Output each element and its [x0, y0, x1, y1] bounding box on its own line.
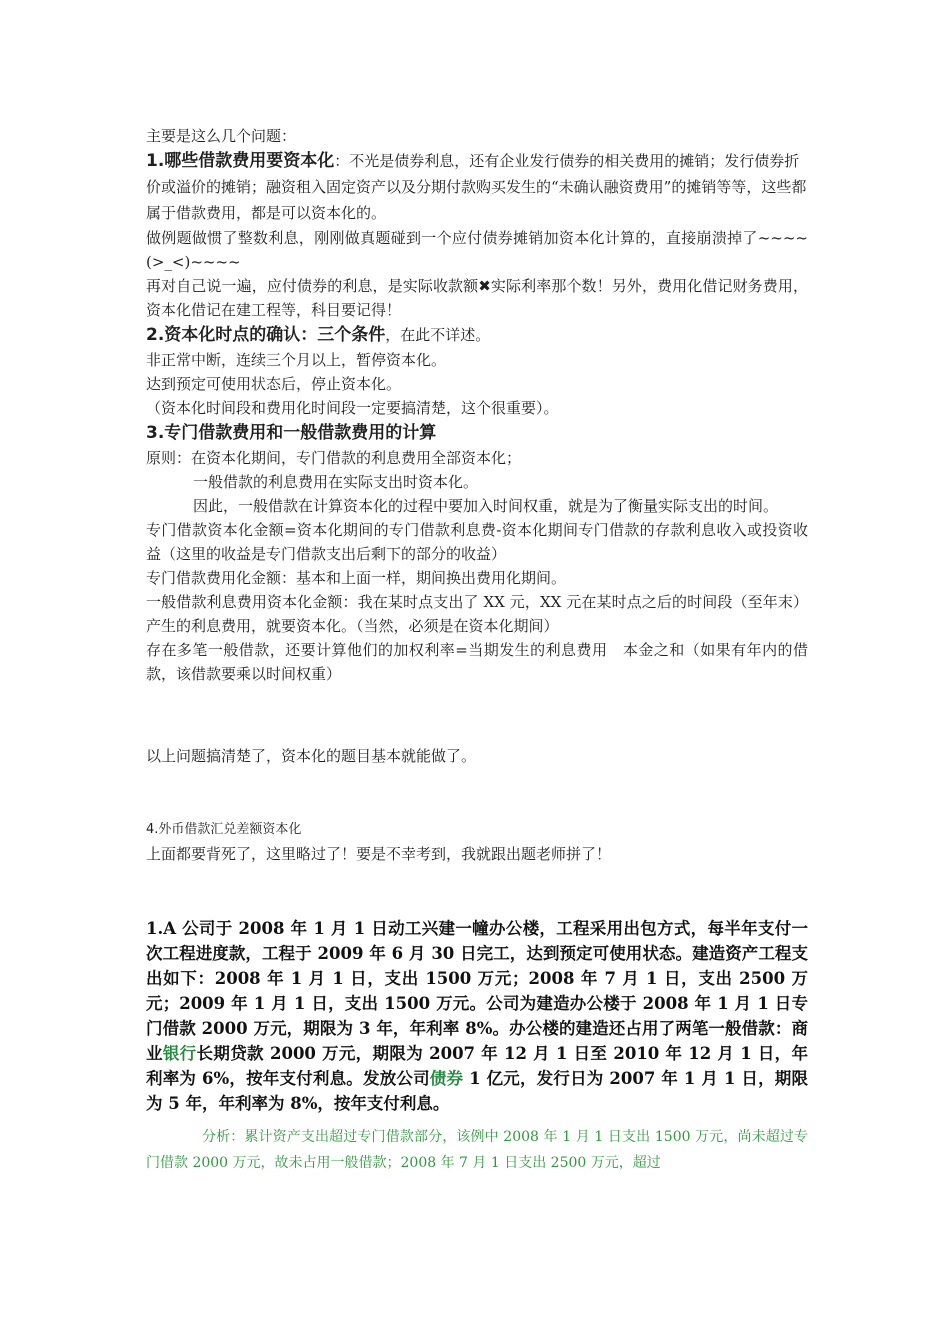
question-2 [146, 322, 808, 348]
remind-note: 再对自己说一遍，应付债券的利息，是实际收款额✖实际利率那个数！另外，费用化借记财务费用，资本化借记在建工程等，科目要记得！ [146, 277, 808, 319]
special-expense-text: 专门借款费用化金额：基本和上面一样，期间换出费用化期间。 [146, 569, 567, 587]
skip-text: 上面都要背死了，这里略过了！要是不幸考到，我就跟出题老师拼了！ [146, 845, 612, 863]
question-2-text: ，在此不详述。 [385, 326, 491, 344]
example-part-1: 1.A 公司于 2008 年 1 月 1 日动工兴建一幢办公楼，工程采用出包方式，每半年支付一次工程进度款，工程于 2009 年 6 月 30 日完工，达到预定可使用状态。建造资产工程支出如下：2008 年 1 月 1 日，支出 1500 万元；2008 年 7 月 1 日，支出 2500 万元；2009 年 1 月 1 日，支出 1500 万元。公司为建造办公楼于 2008 年 1 月 1 日专门借款 2000 万元，期限为 3 年，年利率 8%。办公楼的建造还占用了两笔一般借款：商业 [146, 919, 808, 1063]
general-borrowing-text: 一般借款的利息费用在实际支出时资本化。 [193, 473, 479, 491]
spacer [146, 768, 808, 818]
question-4-title: 4.外币借款汇兑差额资本化 [146, 822, 302, 837]
question-3-title: 3.专门借款费用和一般借款费用的计算 [146, 423, 437, 443]
spacer [146, 1116, 808, 1124]
general-cap-text: 一般借款利息费用资本化金额：我在某时点支出了 XX 元，XX 元在某时点之后的时间段（至年末）产生的利息费用，就要资本化。（当然，必须是在资本化期间） [146, 593, 808, 635]
stop-rule: 达到预定可使用状态后，停止资本化。 [146, 375, 402, 393]
suspend-rule: 非正常中断，连续三个月以上，暂停资本化。 [146, 351, 447, 369]
bank-link[interactable]: 银行 [162, 1044, 197, 1063]
practice-note: 做例题做惯了整数利息，刚刚做真题碰到一个应付债券摊销加资本化计算的，直接崩溃掉了~~~~(>_<)~~~~ [146, 229, 808, 271]
question-1-title: 1.哪些借款费用要资本化 [146, 151, 335, 171]
question-1-text: ：不光是债券利息，还有企业发行债券的相关费用的摊销；发行债券折价或溢价的摊销；融资租入固定资产以及分期付款购买发生的“未确认融资费用”的摊销等等，这些都属于借款费用，都是可以资本化的。 [146, 152, 807, 222]
summary-text: 以上问题搞清楚了，资本化的题目基本就能做了。 [146, 747, 477, 765]
example-part-3: 1 亿元，发行日为 2007 年 1 月 1 日，期限为 5 年，年利率为 8%，按年支付利息。 [146, 1069, 809, 1113]
bond-link[interactable]: 债券 [429, 1069, 464, 1088]
question-2-title: 2.资本化时点的确认：三个条件 [146, 325, 386, 345]
analysis-text: 分析：累计资产支出超过专门借款部分，该例中 2008 年 1 月 1 日支出 1500 万元，尚未超过专门借款 2000 万元，故未占用一般借款；2008 年 7 月 1 日支出 2500 万元，超过 [146, 1129, 808, 1171]
question-1 [146, 148, 808, 226]
document-body [146, 124, 808, 1176]
therefore-content: 因此，一般借款在计算资本化的过程中要加入时间权重，就是为了衡量实际支出的时间。 [193, 497, 779, 515]
principle-text: 原则：在资本化期间，专门借款的利息费用全部资本化； [146, 449, 522, 467]
intro-text: 主要是这么几个问题： [146, 127, 297, 145]
spacer [146, 866, 808, 916]
example-problem [146, 916, 808, 1116]
weighted-rate-text: 存在多笔一般借款，还要计算他们的加权利率=当期发生的利息费用 本金之和（如果有年内的借款，该借款要乘以时间权重） [146, 641, 808, 683]
special-cap-formula: 专门借款资本化金额=资本化期间的专门借款利息费-资本化期间专门借款的存款利息收入或投资收益（这里的收益是专门借款支出后剩下的部分的收益） [146, 521, 808, 563]
therefore-text [146, 494, 808, 518]
example-part-2: 长期贷款 2000 万元，期限为 2007 年 12 月 1 日至 2010 年 12 月 1 日，年利率为 6%，按年支付利息。发放公司 [146, 1044, 809, 1088]
period-note: （资本化时间段和费用化时间段一定要搞清楚，这个很重要）。 [146, 399, 559, 417]
spacer [146, 686, 808, 744]
